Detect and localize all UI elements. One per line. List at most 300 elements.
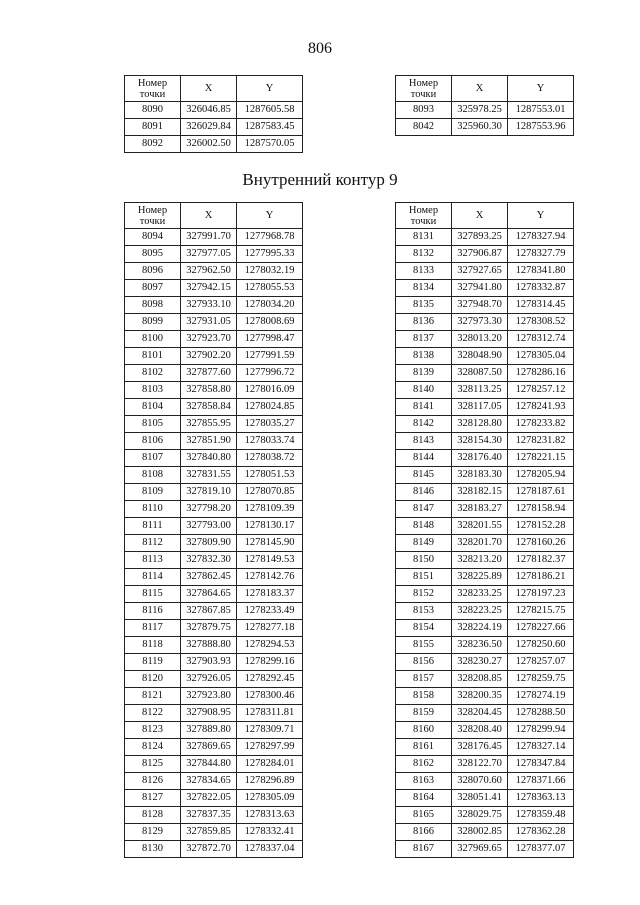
- point-number-cell: 8159: [396, 705, 452, 722]
- y-header: Y: [508, 76, 574, 102]
- x-coordinate-cell: 325978.25: [452, 102, 508, 119]
- table-row: [396, 688, 574, 705]
- point-number-cell: 8112: [125, 535, 181, 552]
- table-row: [125, 552, 303, 569]
- point-number-cell: 8104: [125, 399, 181, 416]
- table-row: [396, 433, 574, 450]
- x-coordinate-cell: 327869.65: [181, 739, 237, 756]
- x-coordinate-cell: 326029.84: [181, 119, 237, 136]
- x-coordinate-cell: 327991.70: [181, 229, 237, 246]
- table-row: [396, 119, 574, 136]
- y-coordinate-cell: 1278257.12: [508, 382, 574, 399]
- x-coordinate-cell: 327888.80: [181, 637, 237, 654]
- table-row: [396, 501, 574, 518]
- point-number-cell: 8097: [125, 280, 181, 297]
- point-number-cell: 8093: [396, 102, 452, 119]
- y-coordinate-cell: 1278377.07: [508, 841, 574, 858]
- point-number-cell: 8121: [125, 688, 181, 705]
- x-coordinate-cell: 327973.30: [452, 314, 508, 331]
- coordinates-table-top-left: [124, 75, 303, 153]
- table-row: [125, 246, 303, 263]
- x-coordinate-cell: 328048.90: [452, 348, 508, 365]
- table-header-row: [125, 76, 303, 102]
- y-coordinate-cell: 1278311.81: [237, 705, 303, 722]
- point-number-cell: 8130: [125, 841, 181, 858]
- x-coordinate-cell: 325960.30: [452, 119, 508, 136]
- x-coordinate-cell: 327858.80: [181, 382, 237, 399]
- table-row: [396, 314, 574, 331]
- point-number-cell: 8144: [396, 450, 452, 467]
- y-coordinate-cell: 1278337.04: [237, 841, 303, 858]
- x-coordinate-cell: 327834.65: [181, 773, 237, 790]
- y-header: Y: [508, 203, 574, 229]
- y-coordinate-cell: 1287605.58: [237, 102, 303, 119]
- x-coordinate-cell: 327858.84: [181, 399, 237, 416]
- table-row: [125, 314, 303, 331]
- table-row: [125, 119, 303, 136]
- point-number-cell: 8131: [396, 229, 452, 246]
- y-coordinate-cell: 1277968.78: [237, 229, 303, 246]
- y-coordinate-cell: 1278227.66: [508, 620, 574, 637]
- x-coordinate-cell: 328183.30: [452, 467, 508, 484]
- point-number-cell: 8111: [125, 518, 181, 535]
- table-row: [396, 620, 574, 637]
- y-coordinate-cell: 1278332.41: [237, 824, 303, 841]
- point-number-cell: 8094: [125, 229, 181, 246]
- x-coordinate-cell: 328208.40: [452, 722, 508, 739]
- table-row: [396, 637, 574, 654]
- table-row: [125, 229, 303, 246]
- point-number-cell: 8151: [396, 569, 452, 586]
- y-coordinate-cell: 1278312.74: [508, 331, 574, 348]
- table-row: [396, 399, 574, 416]
- point-number-cell: 8096: [125, 263, 181, 280]
- table-row: [125, 416, 303, 433]
- y-coordinate-cell: 1278233.82: [508, 416, 574, 433]
- point-number-cell: 8113: [125, 552, 181, 569]
- point-number-cell: 8108: [125, 467, 181, 484]
- header-line: Номер: [137, 204, 168, 216]
- table-row: [396, 229, 574, 246]
- header-line: Номер: [408, 204, 439, 216]
- header-line: Номер: [137, 77, 168, 89]
- table-row: [396, 263, 574, 280]
- point-number-cell: 8119: [125, 654, 181, 671]
- table-row: [125, 773, 303, 790]
- point-number-cell: 8135: [396, 297, 452, 314]
- table-header-row: [125, 203, 303, 229]
- table-row: [396, 671, 574, 688]
- x-coordinate-cell: 328117.05: [452, 399, 508, 416]
- x-coordinate-cell: 327809.90: [181, 535, 237, 552]
- x-coordinate-cell: 327819.10: [181, 484, 237, 501]
- x-coordinate-cell: 327851.90: [181, 433, 237, 450]
- x-coordinate-cell: 327862.45: [181, 569, 237, 586]
- y-coordinate-cell: 1278259.75: [508, 671, 574, 688]
- point-number-cell: 8157: [396, 671, 452, 688]
- x-coordinate-cell: 327793.00: [181, 518, 237, 535]
- table-row: [125, 331, 303, 348]
- table-row: [125, 739, 303, 756]
- y-coordinate-cell: 1278250.60: [508, 637, 574, 654]
- x-coordinate-cell: 327837.35: [181, 807, 237, 824]
- point-number-cell: 8115: [125, 586, 181, 603]
- y-coordinate-cell: 1278145.90: [237, 535, 303, 552]
- point-number-cell: 8166: [396, 824, 452, 841]
- table-row: [125, 586, 303, 603]
- point-number-cell: 8120: [125, 671, 181, 688]
- point-number-cell: 8116: [125, 603, 181, 620]
- x-coordinate-cell: 327893.25: [452, 229, 508, 246]
- point-number-cell: 8154: [396, 620, 452, 637]
- point-number-cell: 8118: [125, 637, 181, 654]
- x-coordinate-cell: 327933.10: [181, 297, 237, 314]
- y-coordinate-cell: 1287553.96: [508, 119, 574, 136]
- point-number-cell: 8091: [125, 119, 181, 136]
- y-coordinate-cell: 1278292.45: [237, 671, 303, 688]
- x-coordinate-cell: 327864.65: [181, 586, 237, 603]
- x-coordinate-cell: 327889.80: [181, 722, 237, 739]
- table-row: [396, 535, 574, 552]
- y-coordinate-cell: 1278038.72: [237, 450, 303, 467]
- table-row: [396, 280, 574, 297]
- y-coordinate-cell: 1278130.17: [237, 518, 303, 535]
- x-coordinate-cell: 328224.19: [452, 620, 508, 637]
- x-coordinate-cell: 328200.35: [452, 688, 508, 705]
- page-number: 806: [308, 40, 332, 57]
- x-coordinate-cell: 327941.80: [452, 280, 508, 297]
- point-number-cell: 8103: [125, 382, 181, 399]
- table-row: [125, 807, 303, 824]
- x-coordinate-cell: 328154.30: [452, 433, 508, 450]
- table-row: [125, 637, 303, 654]
- y-coordinate-cell: 1278231.82: [508, 433, 574, 450]
- table-row: [396, 586, 574, 603]
- table-row: [396, 484, 574, 501]
- x-coordinate-cell: 328029.75: [452, 807, 508, 824]
- x-coordinate-cell: 328213.20: [452, 552, 508, 569]
- table-row: [396, 518, 574, 535]
- y-coordinate-cell: 1278109.39: [237, 501, 303, 518]
- y-coordinate-cell: 1278274.19: [508, 688, 574, 705]
- point-number-header: [125, 203, 181, 229]
- table-row: [125, 654, 303, 671]
- header-line: точки: [139, 215, 166, 227]
- x-header: X: [452, 76, 508, 102]
- y-coordinate-cell: 1278308.52: [508, 314, 574, 331]
- point-number-cell: 8106: [125, 433, 181, 450]
- x-coordinate-cell: 327832.30: [181, 552, 237, 569]
- point-number-cell: 8156: [396, 654, 452, 671]
- x-coordinate-cell: 328223.25: [452, 603, 508, 620]
- y-coordinate-cell: 1278327.94: [508, 229, 574, 246]
- y-coordinate-cell: 1278197.23: [508, 586, 574, 603]
- point-number-cell: 8102: [125, 365, 181, 382]
- point-number-cell: 8165: [396, 807, 452, 824]
- x-coordinate-cell: 327948.70: [452, 297, 508, 314]
- point-number-cell: 8155: [396, 637, 452, 654]
- x-coordinate-cell: 328230.27: [452, 654, 508, 671]
- point-number-cell: 8128: [125, 807, 181, 824]
- point-number-cell: 8101: [125, 348, 181, 365]
- x-coordinate-cell: 328002.85: [452, 824, 508, 841]
- y-coordinate-cell: 1278055.53: [237, 280, 303, 297]
- y-coordinate-cell: 1278327.79: [508, 246, 574, 263]
- x-coordinate-cell: 328183.27: [452, 501, 508, 518]
- coordinates-table-contour-right: [395, 202, 574, 858]
- table-row: [125, 280, 303, 297]
- y-coordinate-cell: 1278299.94: [508, 722, 574, 739]
- x-coordinate-cell: 327867.85: [181, 603, 237, 620]
- y-coordinate-cell: 1278299.16: [237, 654, 303, 671]
- point-number-cell: 8158: [396, 688, 452, 705]
- table-row: [396, 331, 574, 348]
- point-number-cell: 8138: [396, 348, 452, 365]
- x-coordinate-cell: 328201.55: [452, 518, 508, 535]
- x-coordinate-cell: 327926.05: [181, 671, 237, 688]
- x-coordinate-cell: 328182.15: [452, 484, 508, 501]
- x-coordinate-cell: 327840.80: [181, 450, 237, 467]
- table-row: [125, 535, 303, 552]
- y-coordinate-cell: 1278257.07: [508, 654, 574, 671]
- x-coordinate-cell: 327831.55: [181, 467, 237, 484]
- y-coordinate-cell: 1278016.09: [237, 382, 303, 399]
- table-row: [396, 297, 574, 314]
- header-line: Номер: [408, 77, 439, 89]
- x-coordinate-cell: 327877.60: [181, 365, 237, 382]
- table-row: [125, 263, 303, 280]
- table-row: [396, 467, 574, 484]
- table-row: [396, 739, 574, 756]
- x-header: X: [181, 76, 237, 102]
- x-coordinate-cell: 327977.05: [181, 246, 237, 263]
- y-coordinate-cell: 1278327.14: [508, 739, 574, 756]
- y-coordinate-cell: 1278205.94: [508, 467, 574, 484]
- table-row: [396, 552, 574, 569]
- x-coordinate-cell: 327923.70: [181, 331, 237, 348]
- y-coordinate-cell: 1278233.49: [237, 603, 303, 620]
- x-coordinate-cell: 328070.60: [452, 773, 508, 790]
- point-number-cell: 8148: [396, 518, 452, 535]
- table-row: [125, 603, 303, 620]
- table-row: [125, 756, 303, 773]
- y-coordinate-cell: 1278332.87: [508, 280, 574, 297]
- y-coordinate-cell: 1278215.75: [508, 603, 574, 620]
- table-row: [396, 382, 574, 399]
- table-row: [396, 569, 574, 586]
- x-coordinate-cell: 326046.85: [181, 102, 237, 119]
- point-number-cell: 8162: [396, 756, 452, 773]
- y-header: Y: [237, 203, 303, 229]
- table-row: [125, 620, 303, 637]
- y-coordinate-cell: 1278070.85: [237, 484, 303, 501]
- coordinates-table-top-right: [395, 75, 574, 136]
- x-coordinate-cell: 326002.50: [181, 136, 237, 153]
- x-coordinate-cell: 328013.20: [452, 331, 508, 348]
- point-number-cell: 8140: [396, 382, 452, 399]
- y-coordinate-cell: 1278362.28: [508, 824, 574, 841]
- x-header: X: [452, 203, 508, 229]
- y-coordinate-cell: 1278305.04: [508, 348, 574, 365]
- table-row: [125, 450, 303, 467]
- table-row: [125, 824, 303, 841]
- table-row: [396, 450, 574, 467]
- table-row: [125, 136, 303, 153]
- point-number-cell: 8153: [396, 603, 452, 620]
- table-row: [125, 382, 303, 399]
- point-number-cell: 8105: [125, 416, 181, 433]
- table-row: [125, 365, 303, 382]
- x-coordinate-cell: 327902.20: [181, 348, 237, 365]
- coordinates-table-contour-left: [124, 202, 303, 858]
- y-coordinate-cell: 1277996.72: [237, 365, 303, 382]
- x-coordinate-cell: 328113.25: [452, 382, 508, 399]
- y-coordinate-cell: 1278152.28: [508, 518, 574, 535]
- x-coordinate-cell: 328176.45: [452, 739, 508, 756]
- section-title: Внутренний контур 9: [242, 170, 398, 189]
- y-coordinate-cell: 1287553.01: [508, 102, 574, 119]
- point-number-cell: 8142: [396, 416, 452, 433]
- y-coordinate-cell: 1278035.27: [237, 416, 303, 433]
- y-coordinate-cell: 1278359.48: [508, 807, 574, 824]
- x-coordinate-cell: 328208.85: [452, 671, 508, 688]
- point-number-cell: 8167: [396, 841, 452, 858]
- table-header-row: [396, 76, 574, 102]
- point-number-cell: 8134: [396, 280, 452, 297]
- point-number-header: [396, 76, 452, 102]
- point-number-cell: 8132: [396, 246, 452, 263]
- y-coordinate-cell: 1278284.01: [237, 756, 303, 773]
- y-coordinate-cell: 1278051.53: [237, 467, 303, 484]
- point-number-cell: 8141: [396, 399, 452, 416]
- y-coordinate-cell: 1277995.33: [237, 246, 303, 263]
- x-coordinate-cell: 327855.95: [181, 416, 237, 433]
- point-number-cell: 8139: [396, 365, 452, 382]
- table-row: [396, 807, 574, 824]
- table-row: [125, 467, 303, 484]
- y-coordinate-cell: 1278300.46: [237, 688, 303, 705]
- point-number-cell: 8127: [125, 790, 181, 807]
- point-number-cell: 8160: [396, 722, 452, 739]
- table-row: [396, 773, 574, 790]
- x-coordinate-cell: 328087.50: [452, 365, 508, 382]
- y-coordinate-cell: 1278341.80: [508, 263, 574, 280]
- point-number-cell: 8137: [396, 331, 452, 348]
- point-number-cell: 8147: [396, 501, 452, 518]
- point-number-cell: 8117: [125, 620, 181, 637]
- point-number-cell: 8143: [396, 433, 452, 450]
- y-coordinate-cell: 1278286.16: [508, 365, 574, 382]
- y-coordinate-cell: 1278182.37: [508, 552, 574, 569]
- table-row: [125, 501, 303, 518]
- table-row: [125, 790, 303, 807]
- x-coordinate-cell: 328225.89: [452, 569, 508, 586]
- x-header: X: [181, 203, 237, 229]
- point-number-cell: 8150: [396, 552, 452, 569]
- y-coordinate-cell: 1278347.84: [508, 756, 574, 773]
- x-coordinate-cell: 327969.65: [452, 841, 508, 858]
- table-row: [396, 416, 574, 433]
- x-coordinate-cell: 327931.05: [181, 314, 237, 331]
- point-number-cell: 8122: [125, 705, 181, 722]
- header-line: точки: [410, 215, 437, 227]
- table-row: [396, 705, 574, 722]
- y-header: Y: [237, 76, 303, 102]
- y-coordinate-cell: 1278186.21: [508, 569, 574, 586]
- point-number-header: [125, 76, 181, 102]
- y-coordinate-cell: 1278363.13: [508, 790, 574, 807]
- point-number-cell: 8099: [125, 314, 181, 331]
- y-coordinate-cell: 1278288.50: [508, 705, 574, 722]
- point-number-cell: 8145: [396, 467, 452, 484]
- table-row: [125, 518, 303, 535]
- table-row: [396, 348, 574, 365]
- point-number-cell: 8136: [396, 314, 452, 331]
- y-coordinate-cell: 1278241.93: [508, 399, 574, 416]
- table-row: [125, 671, 303, 688]
- y-coordinate-cell: 1287570.05: [237, 136, 303, 153]
- table-row: [125, 841, 303, 858]
- x-coordinate-cell: 327879.75: [181, 620, 237, 637]
- y-coordinate-cell: 1278297.99: [237, 739, 303, 756]
- x-coordinate-cell: 328122.70: [452, 756, 508, 773]
- y-coordinate-cell: 1278221.15: [508, 450, 574, 467]
- y-coordinate-cell: 1278277.18: [237, 620, 303, 637]
- table-row: [125, 297, 303, 314]
- table-row: [396, 603, 574, 620]
- x-coordinate-cell: 328204.45: [452, 705, 508, 722]
- x-coordinate-cell: 328233.25: [452, 586, 508, 603]
- point-number-cell: 8133: [396, 263, 452, 280]
- y-coordinate-cell: 1278296.89: [237, 773, 303, 790]
- point-number-cell: 8114: [125, 569, 181, 586]
- table-row: [396, 756, 574, 773]
- point-number-cell: 8129: [125, 824, 181, 841]
- point-number-cell: 8100: [125, 331, 181, 348]
- y-coordinate-cell: 1277991.59: [237, 348, 303, 365]
- table-row: [125, 722, 303, 739]
- point-number-cell: 8124: [125, 739, 181, 756]
- point-number-cell: 8107: [125, 450, 181, 467]
- y-coordinate-cell: 1278033.74: [237, 433, 303, 450]
- y-coordinate-cell: 1278024.85: [237, 399, 303, 416]
- y-coordinate-cell: 1278187.61: [508, 484, 574, 501]
- point-number-cell: 8126: [125, 773, 181, 790]
- point-number-cell: 8110: [125, 501, 181, 518]
- y-coordinate-cell: 1278371.66: [508, 773, 574, 790]
- y-coordinate-cell: 1287583.45: [237, 119, 303, 136]
- table-row: [125, 569, 303, 586]
- x-coordinate-cell: 327962.50: [181, 263, 237, 280]
- point-number-header: [396, 203, 452, 229]
- x-coordinate-cell: 327908.95: [181, 705, 237, 722]
- point-number-cell: 8123: [125, 722, 181, 739]
- x-coordinate-cell: 327927.65: [452, 263, 508, 280]
- x-coordinate-cell: 327903.93: [181, 654, 237, 671]
- table-row: [396, 722, 574, 739]
- y-coordinate-cell: 1278305.09: [237, 790, 303, 807]
- point-number-cell: 8149: [396, 535, 452, 552]
- x-coordinate-cell: 327822.05: [181, 790, 237, 807]
- point-number-cell: 8164: [396, 790, 452, 807]
- table-row: [125, 433, 303, 450]
- point-number-cell: 8109: [125, 484, 181, 501]
- x-coordinate-cell: 327906.87: [452, 246, 508, 263]
- x-coordinate-cell: 327798.20: [181, 501, 237, 518]
- point-number-cell: 8042: [396, 119, 452, 136]
- point-number-cell: 8163: [396, 773, 452, 790]
- x-coordinate-cell: 327942.15: [181, 280, 237, 297]
